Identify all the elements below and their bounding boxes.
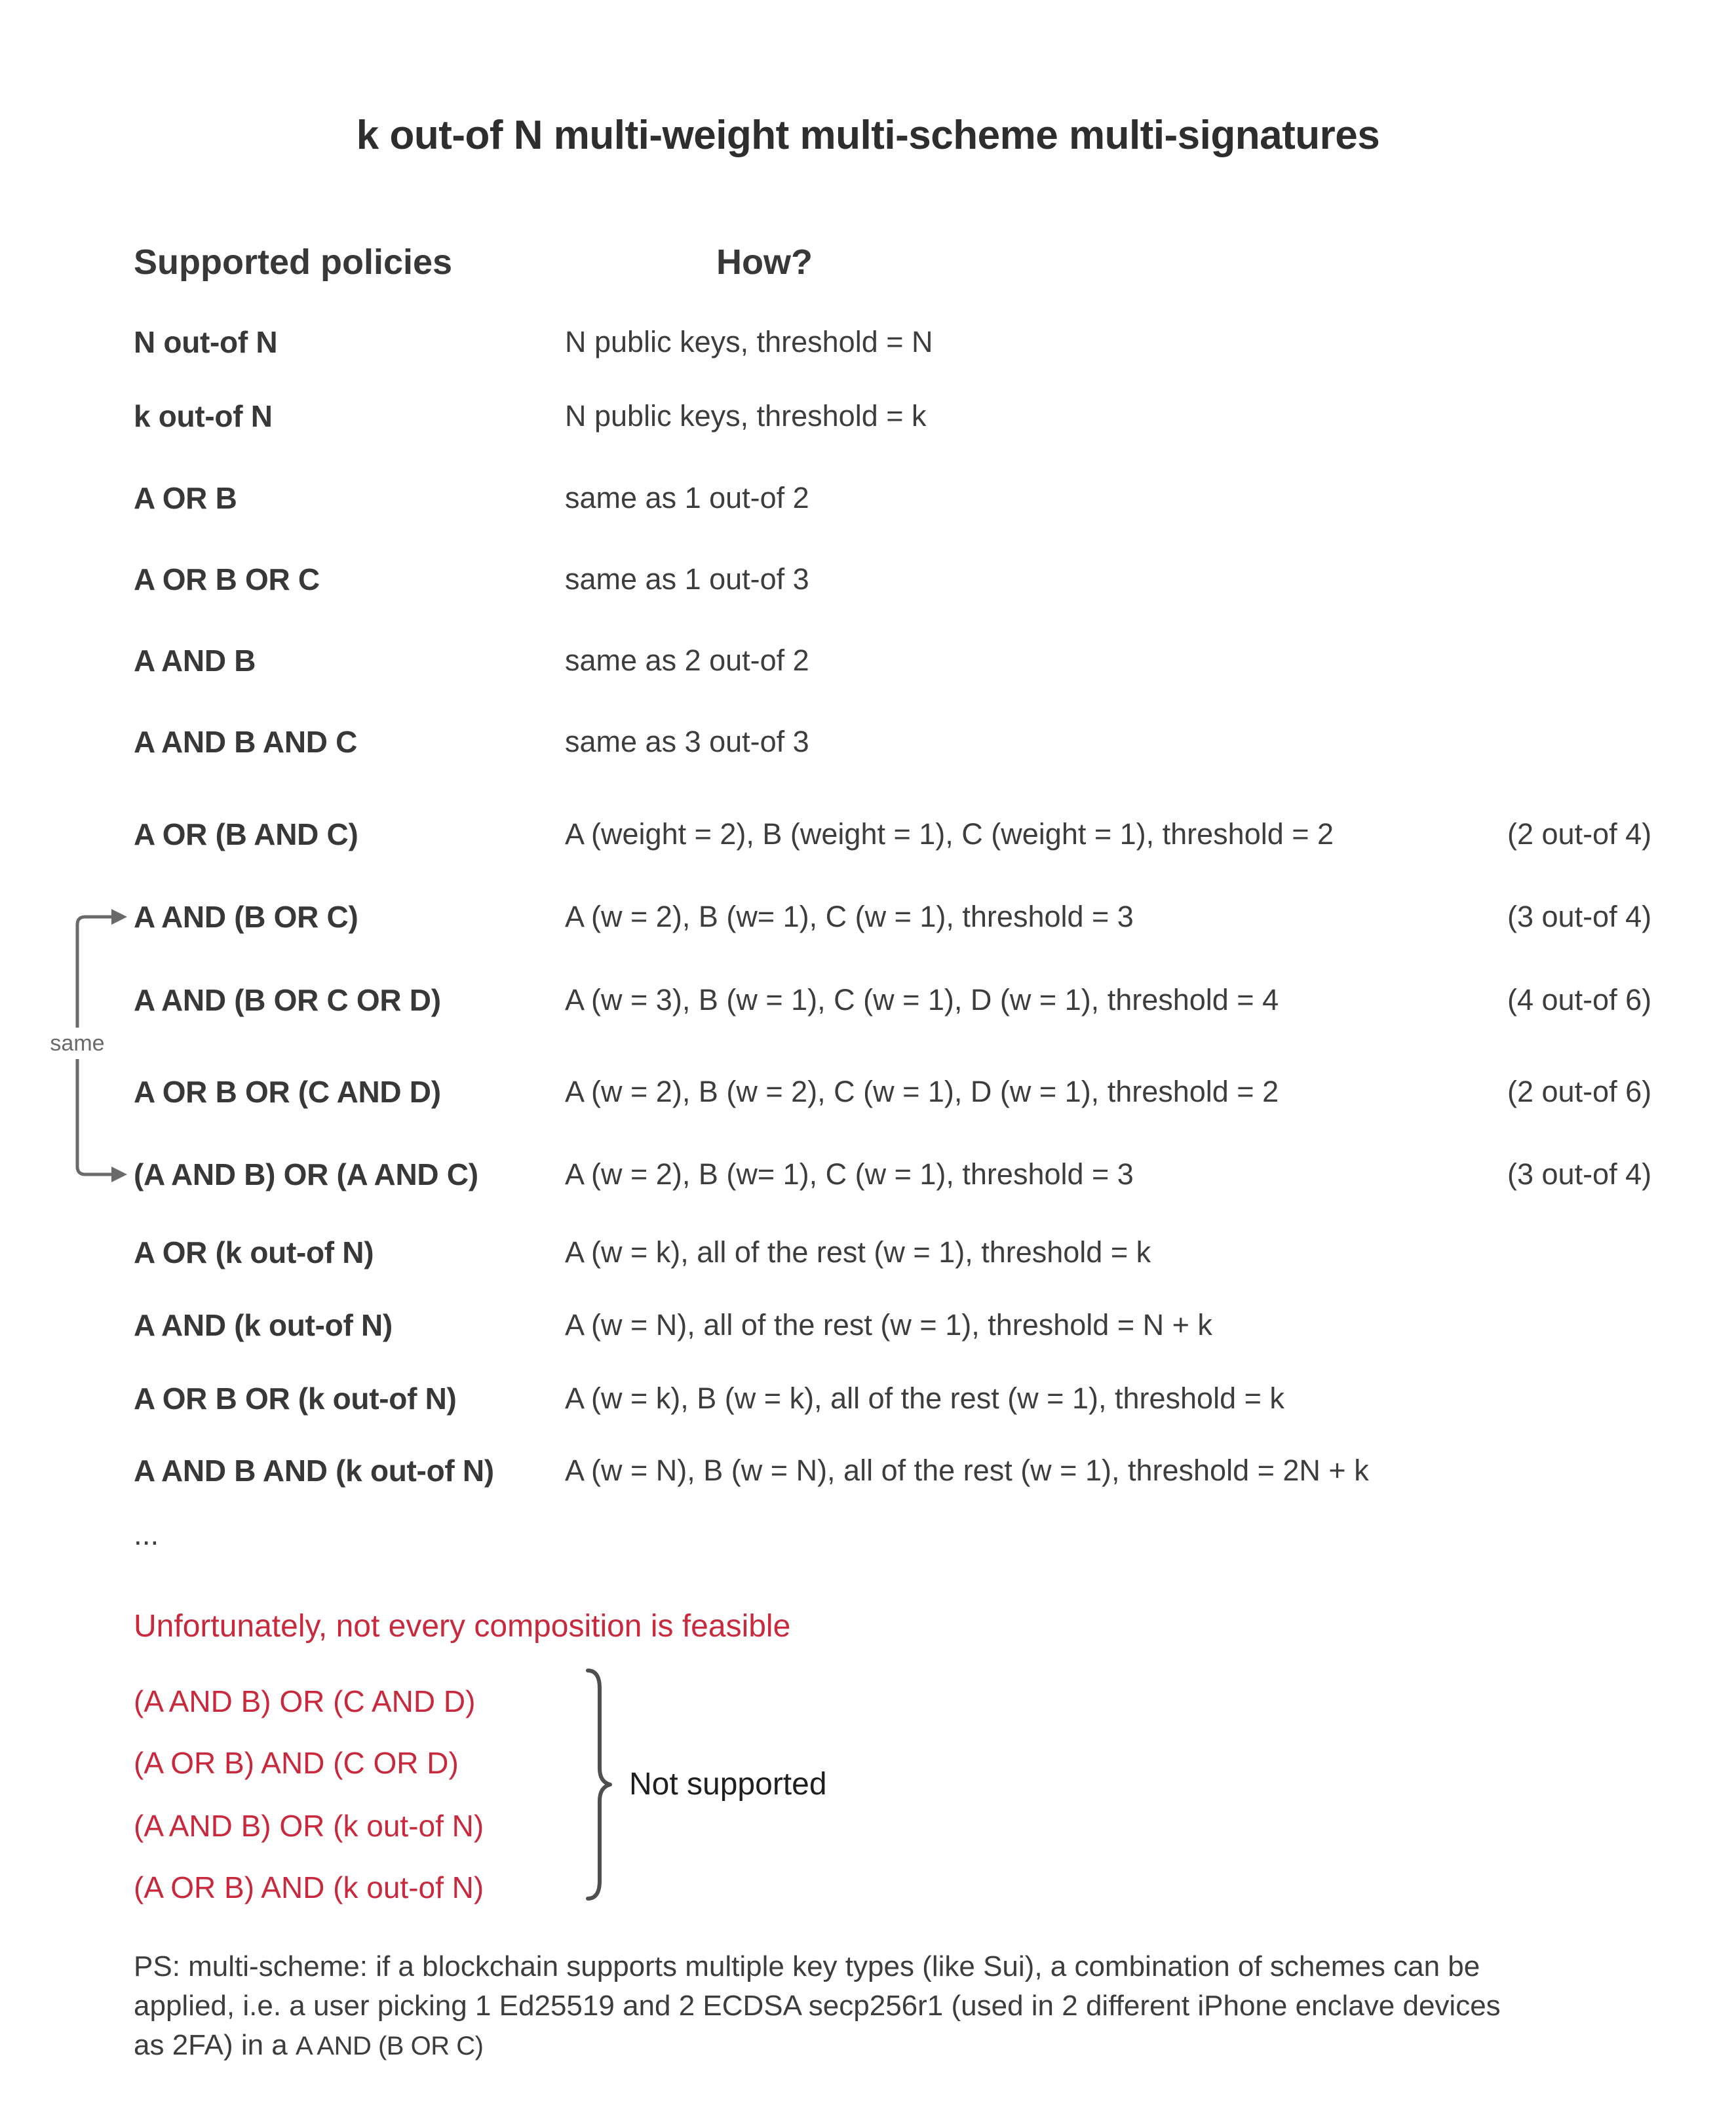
table-row [0, 980, 1736, 1020]
policy-cell: A AND B AND (k out-of N) [134, 1454, 494, 1488]
infeasible-item: (A OR B) AND (k out-of N) [134, 1870, 484, 1904]
policy-cell: A AND (B OR C) [134, 900, 358, 934]
table-row [0, 1155, 1736, 1194]
equivalence-note: (3 out-of 4) [1507, 900, 1652, 933]
infeasible-item: (A OR B) AND (C OR D) [134, 1746, 459, 1780]
policy-cell: N out-of N [134, 325, 278, 359]
how-cell: A (w = N), all of the rest (w = 1), threshold = N + k [565, 1308, 1212, 1342]
equivalence-note: (2 out-of 4) [1507, 817, 1652, 851]
arrow-right-icon [111, 909, 127, 925]
table-row [0, 1305, 1736, 1345]
table-row [0, 1379, 1736, 1418]
curly-brace-icon [583, 1669, 614, 1901]
policy-cell: A OR (k out-of N) [134, 1235, 374, 1269]
how-cell: A (w = 2), B (w = 2), C (w = 1), D (w = 1), threshold = 2 [565, 1075, 1279, 1108]
how-cell: A (w = N), B (w = N), all of the rest (w = 1), threshold = 2N + k [565, 1454, 1369, 1487]
table-row [0, 396, 1736, 436]
policy-cell: A OR B OR (C AND D) [134, 1075, 441, 1109]
infeasible-heading: Unfortunately, not every composition is feasible [134, 1609, 791, 1644]
same-label: same [46, 1028, 108, 1059]
ps-line-prefix: as 2FA) in a [134, 2029, 296, 2061]
policy-cell: A AND (B OR C OR D) [134, 983, 441, 1017]
page-title: k out-of N multi-weight multi-scheme multi-signatures [356, 113, 1380, 158]
how-cell: same as 2 out-of 2 [565, 644, 809, 677]
equivalence-note: (3 out-of 4) [1507, 1157, 1652, 1191]
column-header-policies: Supported policies [134, 242, 453, 282]
how-cell: A (w = k), B (w = k), all of the rest (w = 1), threshold = k [565, 1382, 1284, 1415]
ps-line: PS: multi-scheme: if a blockchain supports multiple key types (like Sui), a combination of schemes can be [134, 1950, 1480, 1982]
table-row [0, 1233, 1736, 1272]
table-row [0, 722, 1736, 762]
ps-note [134, 1947, 1501, 2066]
policy-cell: A OR (B AND C) [134, 817, 358, 851]
table-row [0, 897, 1736, 937]
not-supported-label: Not supported [629, 1767, 827, 1802]
how-cell: same as 3 out-of 3 [565, 725, 809, 758]
ps-line: applied, i.e. a user picking 1 Ed25519 and 2 ECDSA secp256r1 (used in 2 different iPhone enclave devices [134, 1990, 1501, 2022]
policy-cell: k out-of N [134, 399, 273, 433]
how-cell: same as 1 out-of 2 [565, 481, 809, 514]
infeasible-item: (A AND B) OR (k out-of N) [134, 1809, 484, 1843]
column-header-how: How? [716, 242, 813, 282]
ps-line [134, 2026, 1501, 2066]
equivalence-note: (4 out-of 6) [1507, 983, 1652, 1016]
policy-cell: (A AND B) OR (A AND C) [134, 1157, 478, 1191]
equivalence-note: (2 out-of 6) [1507, 1075, 1652, 1108]
ps-formula: A AND (B OR C) [296, 2032, 484, 2060]
how-cell: N public keys, threshold = k [565, 399, 927, 433]
how-cell: same as 1 out-of 3 [565, 562, 809, 596]
table-row [0, 815, 1736, 854]
how-cell: A (w = 2), B (w= 1), C (w = 1), threshold = 3 [565, 1157, 1134, 1191]
arrow-right-icon [111, 1167, 127, 1182]
table-row [0, 641, 1736, 680]
policy-cell: A OR B [134, 481, 237, 515]
table-row [0, 322, 1736, 362]
policy-cell: A AND B AND C [134, 725, 358, 759]
how-cell: A (w = k), all of the rest (w = 1), threshold = k [565, 1235, 1151, 1269]
table-row [0, 1451, 1736, 1490]
table-row [0, 1072, 1736, 1111]
table-row [0, 560, 1736, 599]
how-cell: A (w = 3), B (w = 1), C (w = 1), D (w = 1), threshold = 4 [565, 983, 1279, 1016]
policy-cell: A OR B OR (k out-of N) [134, 1382, 457, 1416]
how-cell: A (weight = 2), B (weight = 1), C (weight = 1), threshold = 2 [565, 817, 1334, 851]
policy-cell: A AND B [134, 644, 256, 678]
infeasible-item: (A AND B) OR (C AND D) [134, 1684, 476, 1718]
policy-cell: A OR B OR C [134, 562, 320, 596]
ellipsis: ... [134, 1517, 159, 1551]
policy-cell: A AND (k out-of N) [134, 1308, 393, 1342]
how-cell: A (w = 2), B (w= 1), C (w = 1), threshold = 3 [565, 900, 1134, 933]
table-row [0, 478, 1736, 518]
how-cell: N public keys, threshold = N [565, 325, 933, 358]
